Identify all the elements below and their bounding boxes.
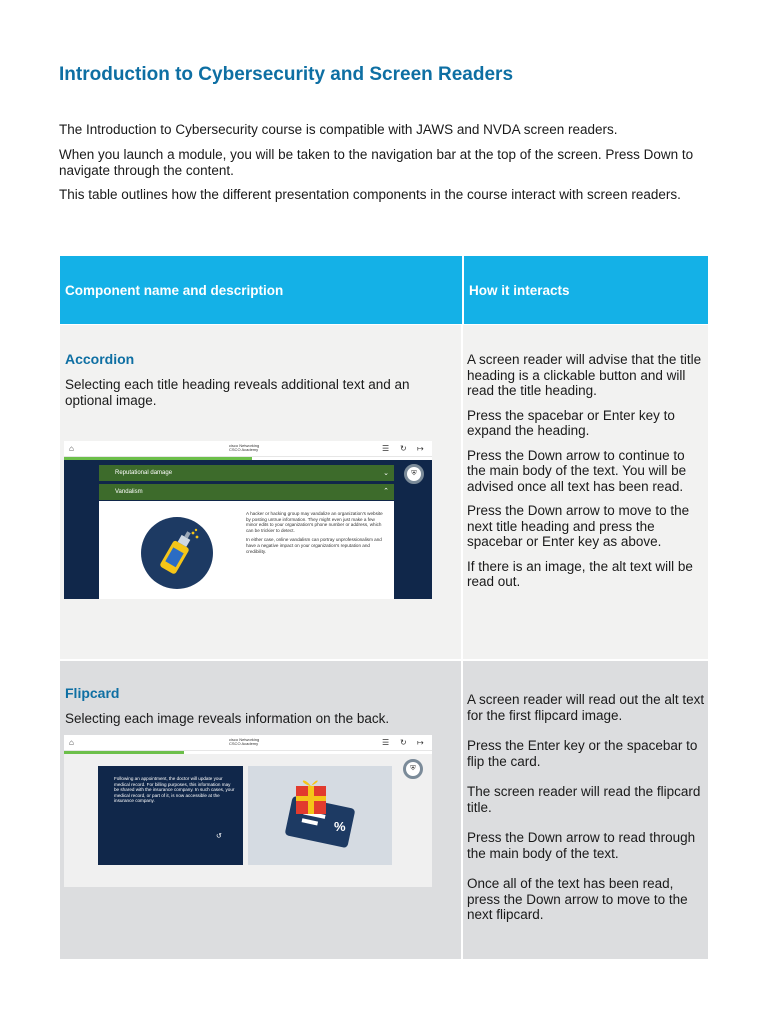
flip-icon: ↺	[216, 833, 222, 840]
gift-card-icon	[248, 766, 392, 865]
accordion-preview	[64, 441, 432, 599]
accordion-item-reputational	[99, 465, 394, 481]
spray-can-icon	[141, 517, 213, 589]
logo-line-2: CSCO Academy	[229, 447, 259, 452]
academy-logo	[229, 738, 259, 746]
accordion-name: Accordion	[65, 351, 135, 367]
accordion-item-label: Reputational damage	[115, 470, 173, 476]
spray-can-illustration	[141, 517, 213, 589]
page-title: Introduction to Cybersecurity and Screen Readers	[59, 64, 514, 85]
interaction-step: Press the Down arrow to continue to the main body of the text. You will be advised once all text has been read.	[467, 447, 687, 494]
shield-button: ⛨	[404, 464, 424, 484]
table-header	[60, 256, 708, 324]
preview-topbar	[64, 735, 432, 751]
body-paragraph: In either case, online vandalism can portray unprofessionalism and have a negative impact on your organization's reputation and credibility.	[246, 537, 382, 554]
refresh-icon: ↻	[400, 738, 407, 747]
logo-line-2: CSCO Academy	[229, 741, 259, 746]
interaction-step: The screen reader will read the flipcard title.	[467, 784, 701, 815]
menu-icon: ☰	[382, 444, 390, 453]
flipcard-front	[248, 766, 392, 865]
shield-button: ⛨	[403, 759, 423, 779]
interaction-step: Press the Down arrow to move to the next title heading and press the spacebar or Enter key as above.	[467, 503, 690, 549]
interaction-step: If there is an image, the alt text will be read out.	[467, 558, 693, 589]
chevron-up-icon: ⌃	[383, 488, 389, 495]
intro-paragraph-1: The Introduction to Cybersecurity course is compatible with JAWS and NVDA screen readers.	[59, 122, 618, 137]
logo-line-1: cisco Networking	[229, 737, 260, 742]
exit-icon: ↦	[417, 444, 424, 453]
accordion-item-label: Vandalism	[115, 489, 143, 495]
interaction-step: Press the Down arrow to read through the main body of the text.	[467, 830, 696, 861]
accordion-description: Selecting each title heading reveals additional text and an optional image.	[65, 377, 410, 408]
exit-icon: ↦	[417, 738, 424, 747]
flipcard-text: Following an appointment, the doctor will update your medical record. For billing purposes, this information may be shared with the insurance company. In such cases, your medical record, or part of it, is now accessible at the insurance company.	[114, 776, 235, 804]
header-interaction: How it interacts	[464, 256, 708, 324]
interaction-step: Press the spacebar or Enter key to expand the heading.	[467, 407, 675, 438]
preview-topbar	[64, 441, 432, 457]
flipcard-description: Selecting each image reveals information on the back.	[65, 711, 390, 726]
chevron-down-icon: ⌄	[383, 470, 389, 477]
home-icon: ⌂	[69, 444, 74, 453]
academy-logo	[229, 444, 259, 452]
flipcard-interactions	[467, 692, 707, 932]
intro-paragraph-2: When you launch a module, you will be taken to the navigation bar at the top of the screen. Press Down to navigate through the content.	[59, 147, 694, 178]
home-icon: ⌂	[69, 738, 74, 747]
intro-paragraph-3: This table outlines how the different presentation components in the course interact with screen readers.	[59, 187, 681, 202]
flipcard-preview	[64, 735, 432, 887]
interaction-step: A screen reader will advise that the title heading is a clickable button and will read the title heading.	[467, 352, 702, 398]
header-component: Component name and description	[60, 256, 462, 324]
accordion-item-vandalism	[99, 484, 394, 500]
menu-icon: ☰	[382, 738, 390, 747]
logo-line-1: cisco Networking	[229, 443, 260, 448]
discount-label: %	[334, 819, 346, 834]
body-paragraph: A hacker or hacking group may vandalize an organization's website by posting untrue information. They might even just make a few minor edits to your organization's phone number or address, which can be trickier to detect.	[246, 511, 383, 533]
accordion-body-text	[246, 511, 386, 554]
interaction-step: Once all of the text has been read, press the Down arrow to move to the next flipcard.	[467, 876, 688, 922]
flipcard-name: Flipcard	[65, 685, 120, 701]
refresh-icon: ↻	[400, 444, 407, 453]
accordion-interactions	[467, 352, 707, 599]
interaction-step: Press the Enter key or the spacebar to flip the card.	[467, 738, 698, 769]
interaction-step: A screen reader will read out the alt text for the first flipcard image.	[467, 692, 705, 723]
flipcard-back	[98, 766, 243, 865]
